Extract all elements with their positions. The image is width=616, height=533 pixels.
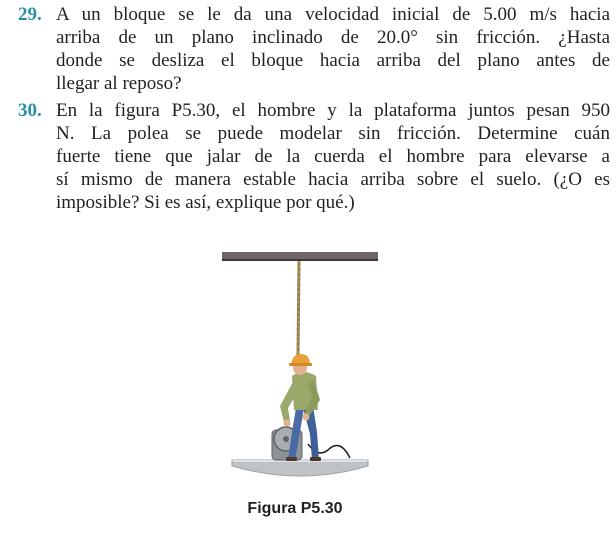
problem-number: 29. (18, 4, 42, 25)
problem-text-line: N. La polea se puede modelar sin fricción. Determine cuán (56, 123, 610, 144)
problem-text-line: donde se desliza el bloque hacia arriba del plano antes de (56, 50, 610, 71)
problem-text-line: llegar al reposo? (56, 73, 182, 94)
problem-text-line: A un bloque se le da una velocidad inicial de 5.00 m/s hacia (56, 4, 610, 25)
platform (232, 460, 368, 476)
man-hand (303, 414, 310, 421)
man-hand (284, 420, 291, 427)
man-shoe (286, 457, 297, 461)
problem-text-line: sí mismo de manera estable hacia arriba sobre el suelo. (¿O es (56, 169, 610, 190)
figure-p5-30 (200, 248, 400, 488)
pulley-axle (283, 436, 289, 442)
figure-caption: Figura P5.30 (247, 500, 343, 517)
problem-number: 30. (18, 100, 42, 121)
hard-hat-brim (289, 363, 312, 366)
man-shoe (310, 457, 321, 461)
problem-text-line: En la figura P5.30, el hombre y la plataforma juntos pesan 950 (56, 100, 610, 121)
problem-text-line: arriba de un plano inclinado de 20.0° sin fricción. ¿Hasta (56, 27, 610, 48)
problem-text-line: fuerte tiene que jalar de la cuerda el hombre para elevarse a (56, 146, 610, 167)
platform-top (232, 460, 368, 462)
ceiling-beam (222, 252, 378, 259)
problem-text-line: imposible? Si es así, explique por qué.) (56, 192, 355, 213)
ceiling-shadow (222, 259, 378, 261)
